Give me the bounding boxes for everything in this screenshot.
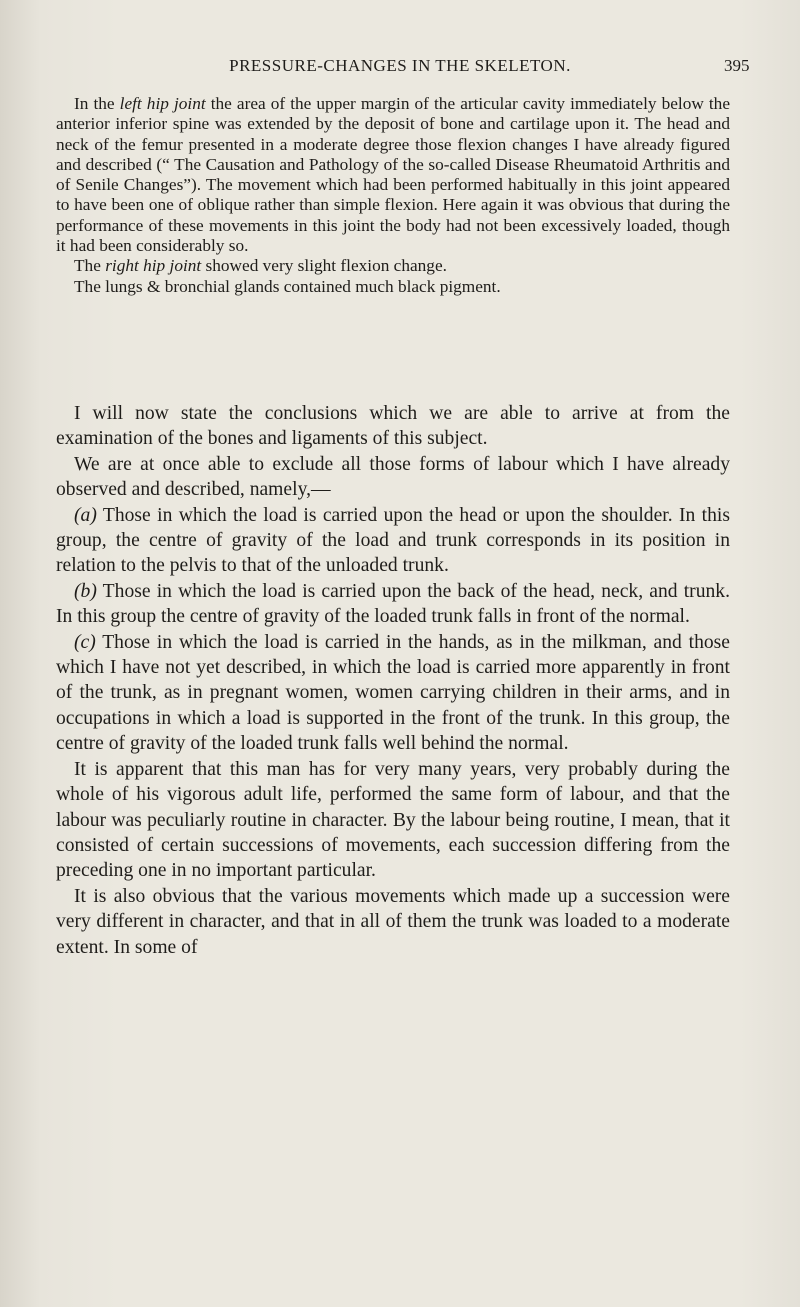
page-header <box>0 56 800 80</box>
group-a-paragraph <box>56 503 730 579</box>
text-run: showed very slight flexion change. <box>201 256 447 276</box>
text-run: The <box>74 256 106 276</box>
text-run: Those in which the load is carried upon the head or upon the shoulder. In this group, the centre of gravity of the load and trunk corresponds in its position in relation to the pelvis to that of the unloaded trunk. <box>56 504 730 577</box>
case-notes-block <box>56 94 730 297</box>
conclusions-exclusion: We are at once able to exclude all those forms of labour which I have already observed and described, namely,— <box>56 453 730 501</box>
case-paragraph-left-hip <box>56 94 730 256</box>
case-paragraph-lungs: The lungs & bronchial glands contained much black pigment. <box>74 276 501 296</box>
italic-term: right hip joint <box>105 256 202 276</box>
group-c-paragraph <box>56 630 730 757</box>
group-label: (b) <box>74 580 97 602</box>
conclusions-intro: I will now state the conclusions which we are able to arrive at from the examination of the bones and ligaments of this subject. <box>56 403 730 450</box>
italic-term: left hip joint <box>119 94 206 113</box>
text-run: the area of the upper margin of the articular cavity immediately below the anterior inferior spine was extended by the deposit of bone and cartilage upon it. The head and neck of the femur presented in a moderate degree those flexion changes I have already figured and described (“ The Causation and Pathology of the so-called Disease Rheumatoid Arthritis and of Senile Changes”). The movement which had been performed habitually in this joint appeared to have been one of oblique rather than simple flexion. Here again it was obvious that during the performance of these movements in this joint the body had not been excessively loaded, though it had been considerably so. <box>56 94 730 256</box>
text-run: In the <box>74 94 120 113</box>
conclusions-block <box>56 401 730 960</box>
running-head: PRESSURE-CHANGES IN THE SKELETON. <box>229 56 571 75</box>
case-paragraph-right-hip <box>56 256 730 276</box>
page-number: 395 <box>724 56 750 75</box>
text-run: Those in which the load is carried in the hands, as in the milkman, and those which I have not yet described, in which the load is carried more apparently in front of the trunk, as in pregnant women, women carrying children in their arms, and in occupations in which a load is supported in the front of the trunk. In this group, the centre of gravity of the loaded trunk falls well behind the normal. <box>56 631 730 755</box>
group-label: (c) <box>74 631 96 653</box>
movements-paragraph: It is also obvious that the various movements which made up a succession were very different in character, and that in all of them the trunk was loaded to a moderate extent. In some of <box>56 885 730 958</box>
text-run: Those in which the load is carried upon the back of the head, neck, and trunk. In this group the centre of gravity of the loaded trunk falls in front of the normal. <box>56 580 730 628</box>
group-label: (a) <box>74 504 97 526</box>
routine-labour-paragraph: It is apparent that this man has for very many years, very probably during the whole of his vigorous adult life, performed the same form of labour, and that the labour was peculiarly routine in character. By the labour being routine, I mean, that it consisted of certain successions of movements, each succession differing from the preceding one in no important particular. <box>56 758 730 882</box>
group-b-paragraph <box>56 579 730 630</box>
